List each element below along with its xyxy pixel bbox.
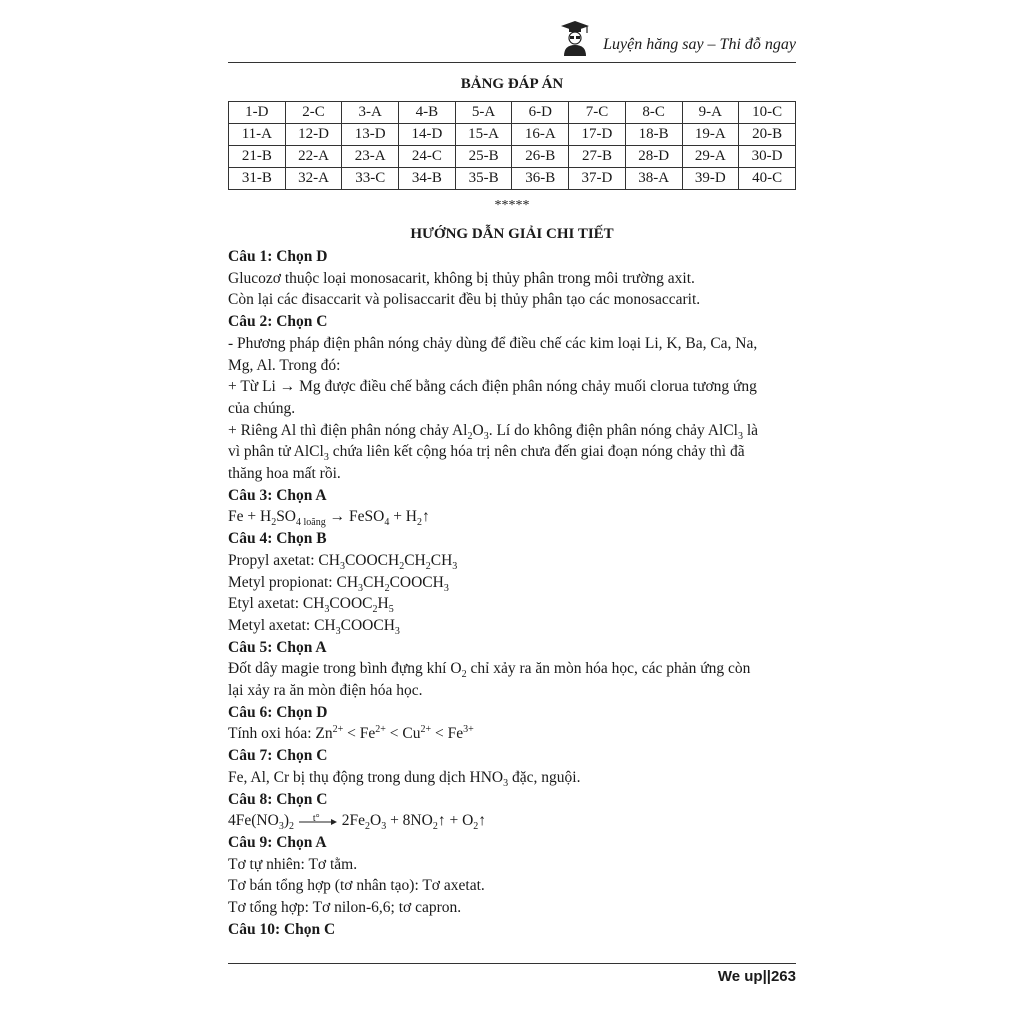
answer-cell: 5-A xyxy=(455,102,512,124)
answer-cell: 40-C xyxy=(739,168,796,190)
heat-label: t° xyxy=(312,812,320,824)
answer-cell: 7-C xyxy=(569,102,626,124)
up-arrow-icon: ↑ xyxy=(437,812,446,830)
answer-table xyxy=(228,101,796,190)
document-page xyxy=(228,0,796,1024)
q1-line-2: Còn lại các đisaccarit và polisaccarit đều bị thủy phân tạo các monosaccarit. xyxy=(228,291,701,309)
answer-cell: 3-A xyxy=(342,102,399,124)
arrow-icon: → xyxy=(279,378,296,396)
answer-cell: 35-B xyxy=(455,168,512,190)
answer-cell: 22-A xyxy=(285,146,342,168)
answer-cell: 14-D xyxy=(399,124,456,146)
q4-line-1: Propyl axetat: $CH_3COOCH_2CH_2CH_3$ xyxy=(228,551,458,572)
q2-line-4: của chúng. xyxy=(228,399,296,417)
q5-heading: Câu 5: Chọn A xyxy=(228,638,327,656)
q1-heading: Câu 1: Chọn D xyxy=(228,248,328,265)
answer-cell: 2-C xyxy=(285,102,342,124)
answer-cell: 13-D xyxy=(342,124,399,146)
solutions-title: HƯỚNG DẪN GIẢI CHI TIẾT xyxy=(410,226,614,242)
answer-table-row xyxy=(229,124,796,146)
q2-line-7: thăng hoa mất rồi. xyxy=(228,465,341,483)
heat-arrow-icon xyxy=(298,812,338,828)
answer-cell: 39-D xyxy=(682,168,739,190)
q8-heading: Câu 8: Chọn C xyxy=(228,790,328,808)
q2-line-6: vì phân tử AlCl$_3$ chứa liên kết cộng hóa trị nên chưa đến giai đoạn nóng chảy thì đã xyxy=(228,443,745,464)
q3-heading: Câu 3: Chọn A xyxy=(228,486,327,504)
q9-line-2: Tơ bán tổng hợp (tơ nhân tạo): Tơ axetat. xyxy=(228,877,485,895)
q4-line-3: Etyl axetat: $CH_3COOC_2H_5$ xyxy=(228,595,394,616)
q4-line-2: Metyl propionat: $CH_3CH_2COOCH_3$ xyxy=(228,573,449,594)
answer-cell: 10-C xyxy=(739,102,796,124)
graduate-student-logo-icon xyxy=(560,20,590,56)
q5-line-2: lại xảy ra ăn mòn điện hóa học. xyxy=(228,682,423,700)
answer-cell: 38-A xyxy=(625,168,682,190)
q9-line-3: Tơ tổng hợp: Tơ nilon-6,6; tơ capron. xyxy=(228,899,462,917)
answer-cell: 25-B xyxy=(455,146,512,168)
answer-cell: 31-B xyxy=(229,168,286,190)
answer-cell: 36-B xyxy=(512,168,569,190)
q2-heading: Câu 2: Chọn C xyxy=(228,313,328,331)
answer-cell: 37-D xyxy=(569,168,626,190)
q2-line-3: + Từ Li → Mg được điều chế bằng cách điện phân nóng chảy muối clorua tương ứng xyxy=(228,378,757,396)
q7-line-1: Fe, Al, Cr bị thụ động trong dung dịch $HNO_3$ đặc, nguội. xyxy=(228,768,581,789)
answer-cell: 34-B xyxy=(399,168,456,190)
answer-cell: 11-A xyxy=(229,124,286,146)
answer-cell: 8-C xyxy=(625,102,682,124)
section-separator: ***** xyxy=(494,198,530,213)
answer-cell: 12-D xyxy=(285,124,342,146)
answer-table-row xyxy=(229,102,796,124)
q6-line-1: Tính oxi hóa: $Zn^{2+} < Fe^{2+} < Cu^{2+} < Fe^{3+}$ xyxy=(228,724,474,743)
answer-cell: 6-D xyxy=(512,102,569,124)
solutions-body xyxy=(228,246,808,941)
answer-cell: 4-B xyxy=(399,102,456,124)
q10-heading: Câu 10: Chọn C xyxy=(228,920,336,938)
q5-line-1: Đốt dây magie trong bình đựng khí $O_2$ chỉ xảy ra ăn mòn hóa học, các phản ứng còn xyxy=(228,660,751,681)
answer-cell: 1-D xyxy=(229,102,286,124)
answer-cell: 32-A xyxy=(285,168,342,190)
answer-table-row xyxy=(229,168,796,190)
answer-cell: 29-A xyxy=(682,146,739,168)
answer-cell: 28-D xyxy=(625,146,682,168)
q4-heading: Câu 4: Chọn B xyxy=(228,530,327,548)
answer-cell: 27-B xyxy=(569,146,626,168)
up-arrow-icon: ↑ xyxy=(478,812,487,830)
q8-equation: $4Fe(NO_3)_2$ t° $2Fe_2O_3$ + $8NO_2↑$ + $O_2↑$ xyxy=(228,810,808,832)
page-number: We up||263 xyxy=(717,968,796,985)
answer-cell: 23-A xyxy=(342,146,399,168)
q9-line-1: Tơ tự nhiên: Tơ tằm. xyxy=(228,855,358,873)
q3-equation: $Fe + H_2SO_{4 loãng}$ → FeSO$_4$ + $H_2↑$ xyxy=(228,508,430,529)
answer-cell: 18-B xyxy=(625,124,682,146)
q9-heading: Câu 9: Chọn A xyxy=(228,833,327,851)
answer-cell: 16-A xyxy=(512,124,569,146)
q2-line-2: Mg, Al. Trong đó: xyxy=(228,356,341,374)
q6-heading: Câu 6: Chọn D xyxy=(228,703,328,721)
answer-cell: 17-D xyxy=(569,124,626,146)
footer-rule xyxy=(228,963,796,964)
up-arrow-icon: ↑ xyxy=(422,508,430,526)
answer-cell: 30-D xyxy=(739,146,796,168)
answer-cell: 20-B xyxy=(739,124,796,146)
q2-line-1: - Phương pháp điện phân nóng chảy dùng để điều chế các kim loại Li, K, Ba, Ca, Na, xyxy=(228,334,758,352)
answer-cell: 15-A xyxy=(455,124,512,146)
answer-cell: 21-B xyxy=(229,146,286,168)
answer-cell: 24-C xyxy=(399,146,456,168)
q2-line-5: + Riêng Al thì điện phân nóng chảy $Al_2O_3$. Lí do không điện phân nóng chảy AlCl$_3$ là xyxy=(228,421,759,442)
answer-cell: 19-A xyxy=(682,124,739,146)
answer-table-title: BẢNG ĐÁP ÁN xyxy=(460,76,564,92)
answer-cell: 26-B xyxy=(512,146,569,168)
header-motto: Luyện hăng say – Thi đỗ ngay xyxy=(603,36,796,53)
answer-cell: 9-A xyxy=(682,102,739,124)
page-header xyxy=(228,20,796,63)
q4-line-4: Metyl axetat: $CH_3COOCH_3$ xyxy=(228,616,400,638)
q1-line-1: Glucozơ thuộc loại monosacarit, không bị thủy phân trong môi trường axit. xyxy=(228,269,695,287)
answer-cell: 33-C xyxy=(342,168,399,190)
q7-heading: Câu 7: Chọn C xyxy=(228,747,328,765)
arrow-icon: → xyxy=(329,508,346,526)
answer-table-row xyxy=(229,146,796,168)
